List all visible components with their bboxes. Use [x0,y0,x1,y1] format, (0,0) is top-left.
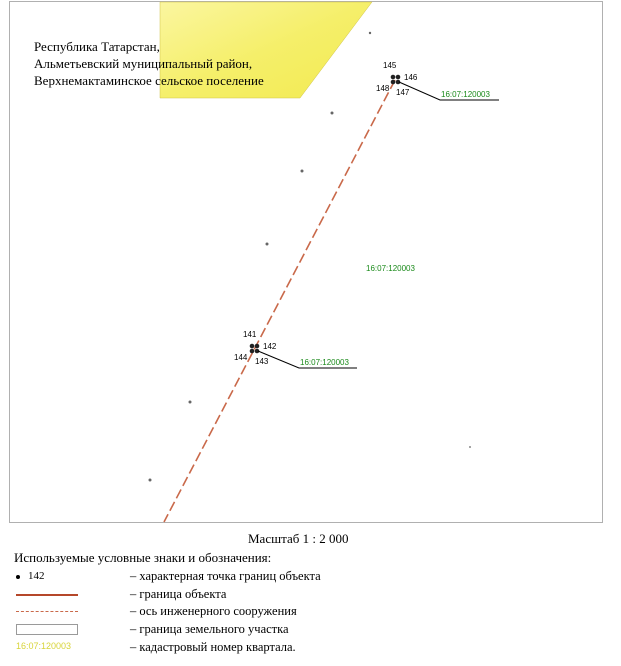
point-symbol-icon [16,575,20,579]
cadastral-label-bottom: 16:07:120003 [300,358,349,367]
legend-symbol-parcel [14,621,104,639]
axis-dashed-line-icon [16,611,78,612]
legend-cadastral-example: 16:07:120003 [16,641,72,651]
map-dot [149,479,152,482]
legend-symbol-boundary [14,586,104,604]
boundary-line-icon [16,594,78,596]
map-dot [266,243,269,246]
cadastral-label-middle: 16:07:120003 [366,264,415,273]
point-cluster-bottom [234,330,357,368]
map-dot [189,401,192,404]
engineering-axis-line [164,80,395,522]
legend-desc-point: – характерная точка границ объекта [130,569,321,583]
legend-row-cadastral [14,639,614,657]
point-cluster-top [376,61,499,100]
cadastral-label-top: 16:07:120003 [441,90,490,99]
point-label-148: 148 [376,84,390,93]
scale-label: Масштаб 1 : 2 000 [248,531,349,546]
legend-desc-cadastral: – кадастровый номер квартала. [130,640,296,654]
legend-desc-boundary: – граница объекта [130,587,227,601]
point-label-142: 142 [263,342,277,351]
legend-title: Используемые условные знаки и обозначения: [14,550,272,565]
point-label-145: 145 [383,61,397,70]
legend-desc-axis: – ось инженерного сооружения [130,604,297,618]
legend-row-parcel [14,621,614,639]
parcel-rectangle-icon [16,624,78,635]
legend-row-point [14,568,614,586]
legend-symbol-cadastral [14,639,104,657]
point-label-146: 146 [404,73,418,82]
map-dot [331,112,334,115]
legend-symbol-axis [14,603,104,621]
point-label-144: 144 [234,353,248,362]
map-dot [301,170,304,173]
region-line: Республика Татарстан, [34,39,160,54]
region-description [34,38,264,89]
region-line: Альметьевский муниципальный район, [34,56,253,71]
legend-point-example: 142 [28,570,45,582]
point-label-143: 143 [255,357,269,366]
map-dot [469,446,471,448]
legend-symbol-point [14,568,104,586]
point-label-141: 141 [243,330,257,339]
map-dot [369,32,371,34]
point-label-147: 147 [396,88,410,97]
legend-desc-parcel: – граница земельного участка [130,622,289,636]
legend-row-axis [14,603,614,621]
legend-row-boundary [14,586,614,604]
region-line: Верхнемактаминское сельское поселение [34,73,264,88]
